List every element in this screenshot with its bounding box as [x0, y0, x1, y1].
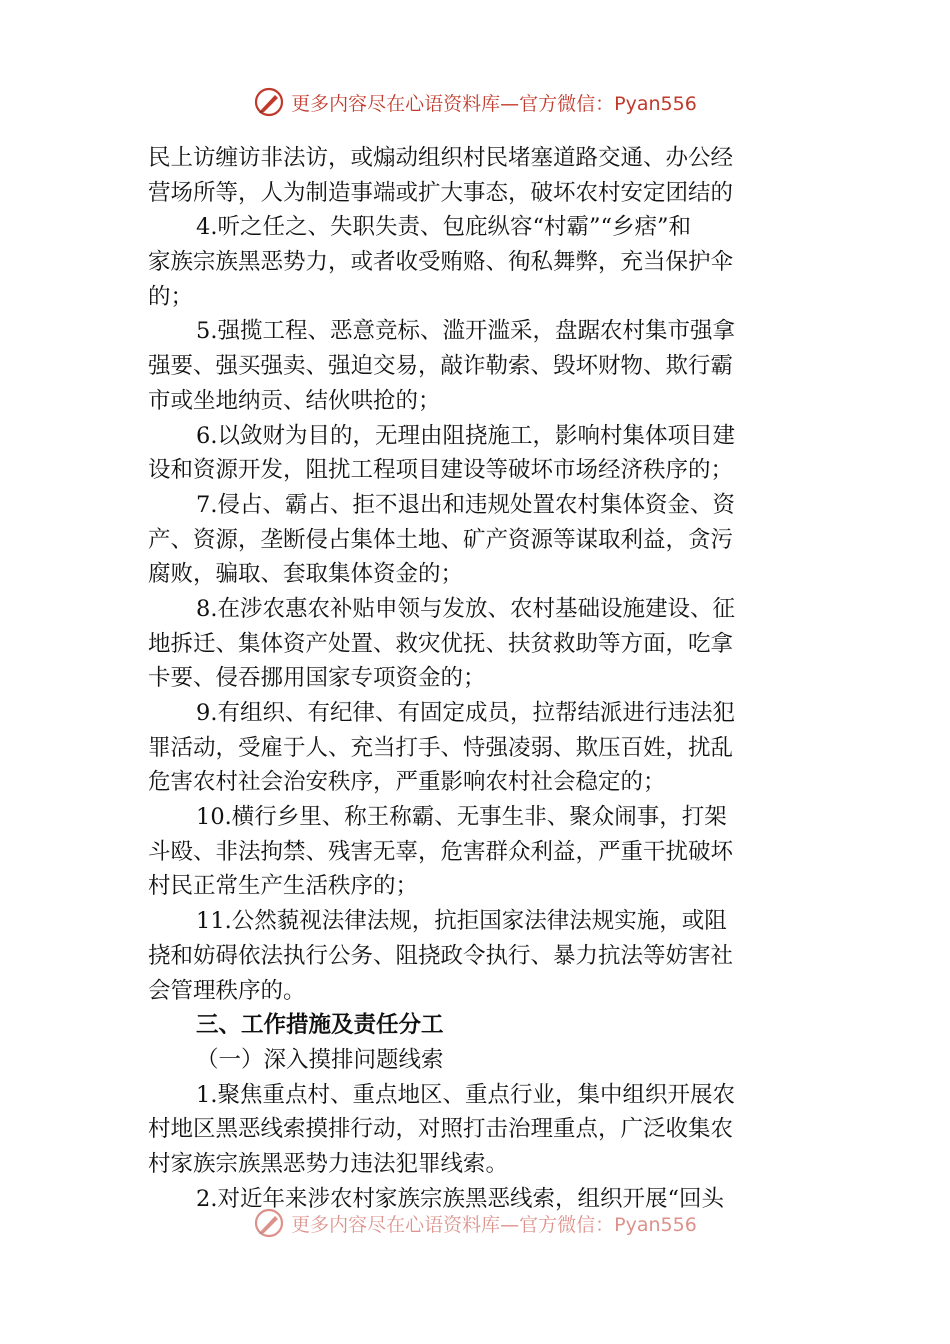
text-line: 民上访缠访非法访，或煽动组织村民堵塞道路交通、办公经 [148, 145, 734, 171]
text-line: 营场所等，人为制造事端或扩大事态，破坏农村安定团结的 [148, 179, 734, 206]
text-line: 会管理秩序的。 [148, 977, 306, 1004]
text-line: 卡要、侵吞挪用国家专项资金的； [148, 665, 486, 692]
text-line: 10.横行乡里、称王称霸、无事生非、聚众闹事，打架 [196, 804, 727, 831]
text-line: 4.听之任之、失职失责、包庇纵容“村霸”“乡痞”和 [196, 214, 691, 241]
text-line: 斗殴、非法拘禁、残害无辜，危害群众利益，严重干扰破坏 [148, 838, 734, 865]
text-line: 危害农村社会治安秩序，严重影响农村社会稳定的； [148, 769, 666, 796]
text-line: 地拆迁、集体资产处置、救灾优抚、扶贫救助等方面，吃拿 [148, 630, 734, 657]
text-line: 7.侵占、霸占、拒不退出和违规处置农村集体资金、资 [196, 491, 735, 518]
text-line: 罪活动，受雇于人、充当打手、恃强凌弱、欺压百姓，扰乱 [148, 734, 734, 761]
text-line: 2.对近年来涉农村家族宗族黑恶线索，组织开展“回头 [196, 1185, 724, 1212]
pen-logo-icon [253, 1207, 285, 1239]
text-line: 家族宗族黑恶势力，或者收受贿赂、徇私舞弊，充当保护伞 [148, 249, 734, 276]
text-line: 村民正常生产生活秩序的； [148, 873, 419, 900]
watermark-header [0, 85, 950, 119]
document-body [148, 141, 808, 1216]
text-line: 5.强揽工程、恶意竞标、滥开滥采，盘踞农村集市强拿 [196, 318, 735, 345]
text-line: 的； [148, 283, 194, 310]
watermark-footer [0, 1206, 950, 1240]
text-line: 挠和妨碍依法执行公务、阻挠政令执行、暴力抗法等妨害社 [148, 942, 734, 969]
text-line: 强要、强买强卖、强迫交易，敲诈勒索、毁坏财物、欺行霸 [148, 353, 734, 380]
text-line: 市或坐地纳贡、结伙哄抢的； [148, 387, 441, 414]
text-line: 腐败，骗取、套取集体资金的； [148, 561, 464, 588]
text-line: 产、资源，垄断侵占集体土地、矿产资源等谋取利益，贪污 [148, 526, 734, 553]
text-line: 6.以敛财为目的，无理由阻挠施工，影响村集体项目建 [196, 422, 735, 449]
pen-logo-icon [253, 86, 285, 118]
section-heading: 三、工作措施及责任分工 [196, 1012, 444, 1039]
watermark-text: 更多内容尽在心语资料库—官方微信：Pyan556 [291, 92, 697, 115]
text-line: 11.公然藐视法律法规，抗拒国家法律法规实施，或阻 [196, 908, 727, 935]
text-line: 设和资源开发，阻扰工程项目建设等破坏市场经济秩序的； [148, 457, 734, 484]
text-line: 村家族宗族黑恶势力违法犯罪线索。 [148, 1150, 509, 1177]
text-line: 9.有组织、有纪律、有固定成员，拉帮结派进行违法犯 [196, 700, 735, 726]
watermark-text: 更多内容尽在心语资料库—官方微信：Pyan556 [291, 1213, 697, 1236]
text-line: （一）深入摸排问题线索 [196, 1046, 444, 1073]
text-line: 村地区黑恶线索摸排行动，对照打击治理重点，广泛收集农 [148, 1116, 734, 1143]
text-line: 1.聚焦重点村、重点地区、重点行业，集中组织开展农 [196, 1081, 735, 1108]
text-line: 8.在涉农惠农补贴申领与发放、农村基础设施建设、征 [196, 595, 735, 622]
